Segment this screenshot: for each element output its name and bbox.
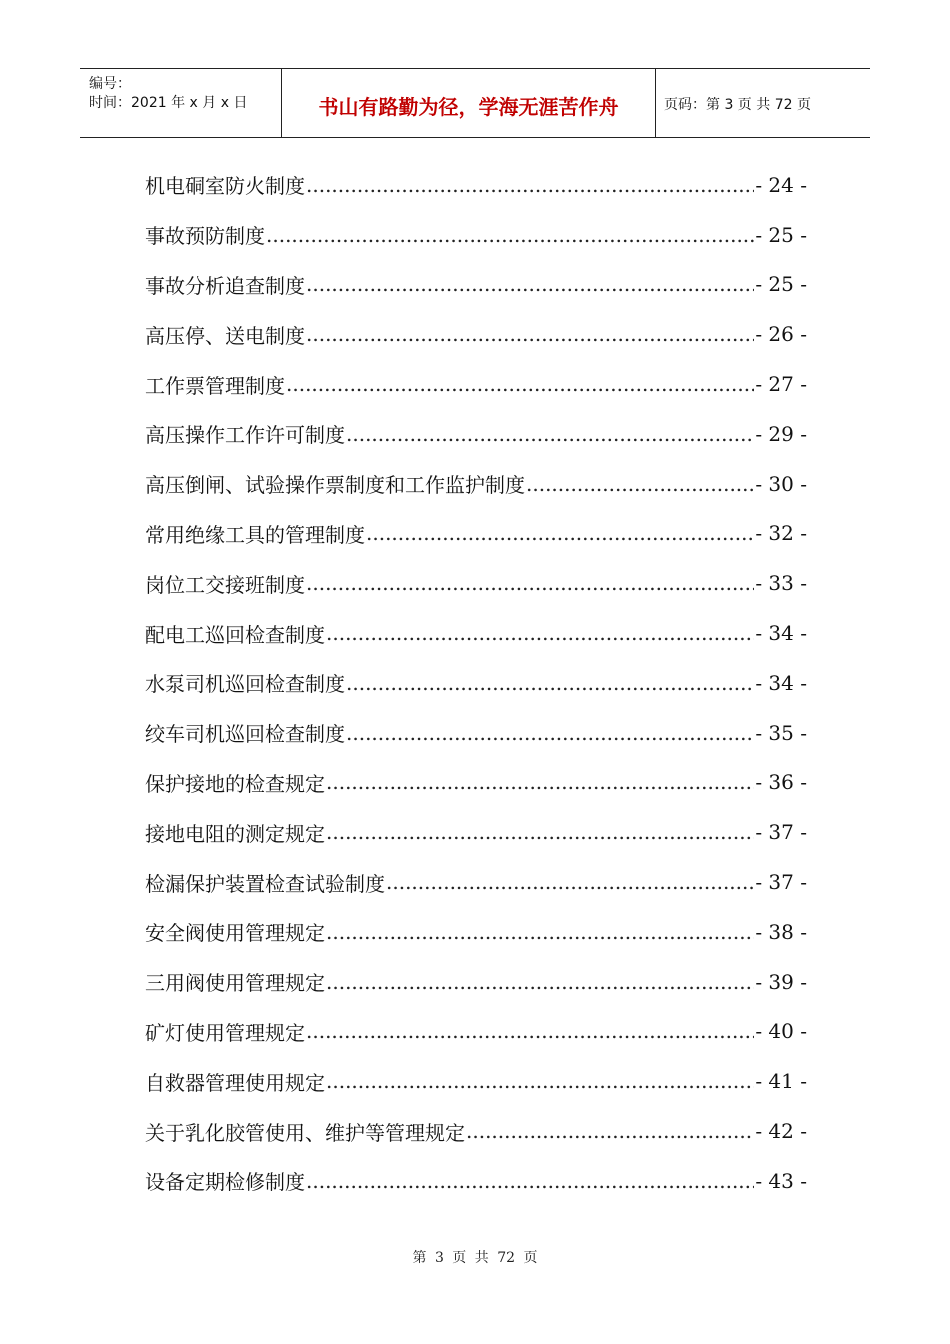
toc-entry-title: 高压操作工作许可制度: [145, 423, 345, 448]
toc-entry-title: 保护接地的检查规定: [145, 771, 325, 796]
toc-leader-dots: [386, 870, 754, 894]
toc-entry[interactable]: [145, 160, 807, 210]
toc-entry[interactable]: [145, 509, 807, 559]
header-motto-cell: [281, 69, 656, 137]
toc-entry[interactable]: [145, 558, 807, 608]
toc-leader-dots: [346, 422, 754, 446]
toc-entry-title: 机电硐室防火制度: [145, 174, 305, 199]
toc-entry-title: 高压倒闸、试验操作票制度和工作监护制度: [145, 473, 525, 498]
toc-entry[interactable]: [145, 210, 807, 260]
toc-leader-dots: [306, 571, 754, 595]
toc-entry-title: 绞车司机巡回检查制度: [145, 722, 345, 747]
toc-entry-title: 自救器管理使用规定: [145, 1070, 325, 1095]
toc-entry[interactable]: [145, 1106, 807, 1156]
toc-entry-page: - 26 -: [755, 322, 807, 347]
toc-entry-page: - 34 -: [755, 621, 807, 646]
toc-entry[interactable]: [145, 260, 807, 310]
toc-leader-dots: [306, 1019, 754, 1043]
toc-entry[interactable]: [145, 807, 807, 857]
toc-leader-dots: [326, 1069, 754, 1093]
toc-leader-dots: [306, 173, 754, 197]
toc-leader-dots: [326, 770, 754, 794]
table-of-contents: [145, 160, 807, 1206]
toc-entry-page: - 35 -: [755, 720, 807, 745]
toc-leader-dots: [326, 820, 754, 844]
toc-leader-dots: [346, 721, 754, 745]
toc-entry-page: - 27 -: [755, 372, 807, 397]
toc-leader-dots: [306, 272, 754, 296]
header-page-info: 页码：第 3 页 共 72 页: [664, 97, 811, 113]
toc-entry-page: - 32 -: [755, 521, 807, 546]
toc-entry-page: - 39 -: [755, 969, 807, 994]
toc-entry-title: 关于乳化胶管使用、维护等管理规定: [145, 1120, 465, 1145]
toc-entry[interactable]: [145, 658, 807, 708]
toc-entry-page: - 41 -: [755, 1069, 807, 1094]
header-motto: 书山有路勤为径，学海无涯苦作舟: [318, 95, 619, 119]
document-date: 时间：2021 年 x 月 x 日: [89, 95, 248, 111]
toc-leader-dots: [286, 372, 754, 396]
toc-entry[interactable]: [145, 409, 807, 459]
toc-entry-title: 工作票管理制度: [145, 373, 285, 398]
toc-entry-title: 配电工巡回检查制度: [145, 622, 325, 647]
toc-leader-dots: [326, 920, 754, 944]
document-number-label: 编号：: [89, 76, 131, 92]
toc-entry[interactable]: [145, 459, 807, 509]
toc-entry-title: 常用绝缘工具的管理制度: [145, 522, 365, 547]
toc-entry-title: 检漏保护装置检查试验制度: [145, 871, 385, 896]
toc-entry[interactable]: [145, 708, 807, 758]
toc-entry[interactable]: [145, 1156, 807, 1206]
toc-entry[interactable]: [145, 309, 807, 359]
toc-entry-title: 三用阀使用管理规定: [145, 971, 325, 996]
toc-entry-page: - 25 -: [755, 222, 807, 247]
toc-entry-page: - 29 -: [755, 421, 807, 446]
toc-entry-title: 设备定期检修制度: [145, 1170, 305, 1195]
toc-entry[interactable]: [145, 1056, 807, 1106]
toc-leader-dots: [526, 472, 754, 496]
toc-entry-page: - 33 -: [755, 571, 807, 596]
toc-entry-page: - 43 -: [755, 1168, 807, 1193]
toc-entry[interactable]: [145, 608, 807, 658]
toc-entry[interactable]: [145, 1007, 807, 1057]
toc-entry-page: - 37 -: [755, 870, 807, 895]
toc-entry-page: - 37 -: [755, 820, 807, 845]
toc-entry[interactable]: [145, 758, 807, 808]
toc-entry-page: - 24 -: [755, 172, 807, 197]
toc-entry-page: - 25 -: [755, 272, 807, 297]
toc-leader-dots: [326, 970, 754, 994]
toc-entry-title: 高压停、送电制度: [145, 323, 305, 348]
header-meta: [80, 69, 280, 137]
toc-entry[interactable]: [145, 359, 807, 409]
toc-entry[interactable]: [145, 957, 807, 1007]
toc-entry-title: 矿灯使用管理规定: [145, 1020, 305, 1045]
toc-leader-dots: [306, 322, 754, 346]
toc-entry-title: 事故分析追查制度: [145, 273, 305, 298]
header-page-cell: [655, 69, 870, 137]
toc-leader-dots: [306, 1169, 754, 1193]
toc-leader-dots: [326, 621, 754, 645]
toc-leader-dots: [466, 1119, 754, 1143]
toc-leader-dots: [346, 671, 754, 695]
toc-entry-title: 接地电阻的测定规定: [145, 821, 325, 846]
page-footer: 第 3 页 共 72 页: [412, 1250, 538, 1266]
toc-entry-page: - 38 -: [755, 919, 807, 944]
toc-entry-page: - 40 -: [755, 1019, 807, 1044]
page-header: [80, 68, 870, 138]
toc-leader-dots: [366, 521, 754, 545]
toc-entry-title: 水泵司机巡回检查制度: [145, 672, 345, 697]
toc-entry[interactable]: [145, 907, 807, 957]
toc-entry-page: - 42 -: [755, 1119, 807, 1144]
toc-entry[interactable]: [145, 857, 807, 907]
toc-entry-page: - 30 -: [755, 471, 807, 496]
toc-entry-title: 事故预防制度: [145, 224, 265, 249]
toc-entry-page: - 34 -: [755, 670, 807, 695]
toc-entry-title: 岗位工交接班制度: [145, 572, 305, 597]
toc-entry-page: - 36 -: [755, 770, 807, 795]
toc-leader-dots: [266, 223, 754, 247]
toc-entry-title: 安全阀使用管理规定: [145, 921, 325, 946]
